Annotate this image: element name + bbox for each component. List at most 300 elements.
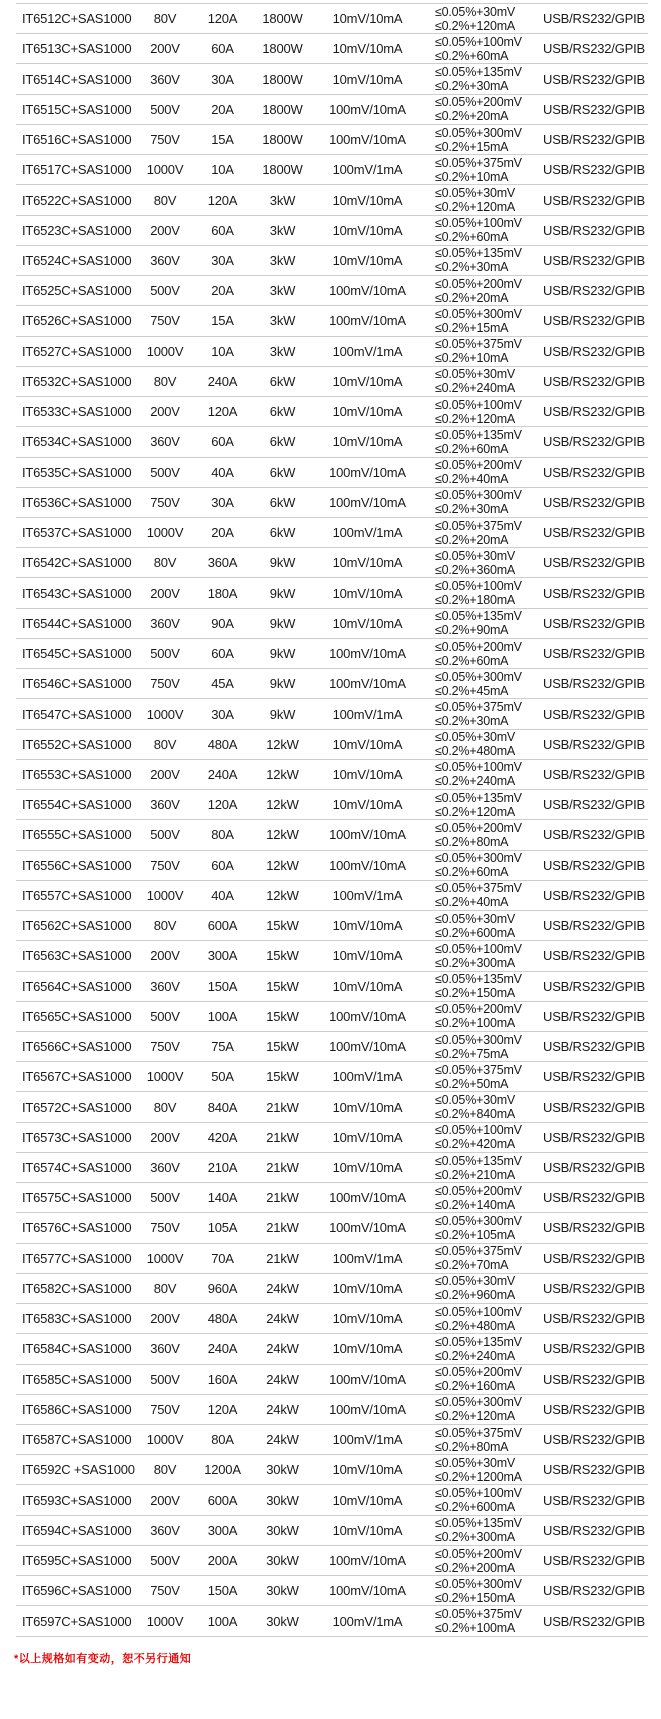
accuracy-line: ≤0.05%+30mV [435,367,516,382]
cell-model: IT6566C+SAS1000 [22,1039,132,1055]
spec-change-note: *以上规格如有变动，恕不另行通知 [14,1653,192,1665]
cell-interface: USB/RS232/GPIB [543,887,645,903]
cell-resolution: 10mV/10mA [332,11,403,27]
cell-interface: USB/RS232/GPIB [543,1492,645,1508]
cell-power: 24kW [266,1401,299,1417]
cell-accuracy [425,277,540,305]
cell-model: IT6583C+SAS1000 [22,1311,132,1327]
cell-interface: USB/RS232/GPIB [543,343,645,359]
cell-model: IT6586C+SAS1000 [22,1401,132,1417]
cell-voltage: 80V [153,1280,177,1296]
cell-model: IT6596C+SAS1000 [22,1583,132,1599]
cell-voltage: 1000V [146,887,184,903]
accuracy-line: ≤0.2%+90mA [435,623,509,638]
cell-resolution: 10mV/10mA [332,615,403,631]
cell-power: 3kW [269,192,296,208]
cell-current: 45A [211,676,234,692]
cell-model: IT6597C+SAS1000 [22,1613,132,1629]
cell-current: 120A [207,404,238,420]
cell-resolution: 10mV/10mA [332,1129,403,1145]
cell-voltage: 1000V [146,525,184,541]
cell-model: IT6523C+SAS1000 [22,222,132,238]
cell-voltage: 200V [150,585,180,601]
cell-current: 120A [207,1401,238,1417]
cell-voltage: 360V [150,252,180,268]
accuracy-line: ≤0.05%+375mV [435,1425,522,1440]
cell-interface: USB/RS232/GPIB [543,1099,645,1115]
cell-interface: USB/RS232/GPIB [543,525,645,541]
cell-current: 60A [211,222,234,238]
accuracy-line: ≤0.2%+30mA [435,79,509,94]
cell-resolution: 100mV/10mA [329,132,406,148]
cell-resolution: 100mV/10mA [329,494,406,510]
cell-current: 40A [211,464,234,480]
cell-accuracy [425,1002,540,1030]
table-row [16,1365,648,1395]
table-row [16,1183,648,1213]
accuracy-line: ≤0.2%+15mA [435,139,509,154]
accuracy-line: ≤0.05%+300mV [435,1213,522,1228]
cell-current: 120A [207,797,238,813]
table-row [16,609,648,639]
accuracy-line: ≤0.2%+105mA [435,1227,516,1242]
table-row [16,64,648,94]
cell-voltage: 360V [150,797,180,813]
accuracy-line: ≤0.05%+135mV [435,972,522,987]
cell-current: 80A [211,827,234,843]
cell-accuracy [425,1093,540,1121]
accuracy-line: ≤0.05%+135mV [435,246,522,261]
cell-accuracy [425,1395,540,1423]
cell-interface: USB/RS232/GPIB [543,283,645,299]
table-row [16,95,648,125]
cell-current: 150A [207,978,238,994]
accuracy-line: ≤0.05%+100mV [435,34,522,49]
cell-power: 21kW [266,1129,299,1145]
table-row [16,1244,648,1274]
accuracy-line: ≤0.2%+100mA [435,1016,516,1031]
cell-interface: USB/RS232/GPIB [543,1039,645,1055]
cell-current: 150A [207,1583,238,1599]
cell-resolution: 10mV/10mA [332,585,403,601]
cell-interface: USB/RS232/GPIB [543,615,645,631]
table-row [16,246,648,276]
cell-resolution: 10mV/10mA [332,766,403,782]
cell-power: 3kW [269,313,296,329]
accuracy-line: ≤0.2%+30mA [435,714,509,728]
table-row [16,337,648,367]
cell-current: 240A [207,373,238,389]
cell-interface: USB/RS232/GPIB [543,1583,645,1599]
accuracy-line: ≤0.05%+300mV [435,488,522,503]
cell-resolution: 100mV/10mA [329,827,406,843]
cell-accuracy [425,760,540,788]
accuracy-line: ≤0.2%+140mA [435,1197,516,1212]
cell-power: 9kW [269,555,296,571]
accuracy-line: ≤0.05%+200mV [435,639,522,654]
accuracy-line: ≤0.05%+200mV [435,276,522,291]
cell-power: 12kW [266,887,299,903]
accuracy-line: ≤0.2%+50mA [435,1076,509,1091]
cell-voltage: 1000V [146,1432,184,1448]
table-row [16,1546,648,1576]
table-row [16,1485,648,1515]
cell-accuracy [425,1214,540,1242]
accuracy-line: ≤0.2%+150mA [435,986,516,1001]
cell-power: 1800W [262,132,303,148]
cell-accuracy [425,1184,540,1212]
cell-interface: USB/RS232/GPIB [543,464,645,480]
accuracy-line: ≤0.2%+40mA [435,895,509,910]
cell-voltage: 750V [150,1039,180,1055]
cell-model: IT6577C+SAS1000 [22,1250,132,1266]
cell-current: 20A [211,525,234,541]
cell-model: IT6554C+SAS1000 [22,797,132,813]
cell-interface: USB/RS232/GPIB [543,434,645,450]
accuracy-line: ≤0.05%+300mV [435,1576,522,1591]
cell-power: 6kW [269,525,296,541]
cell-accuracy [425,367,540,395]
table-row [16,1516,648,1546]
cell-accuracy [425,609,540,637]
cell-power: 1800W [262,101,303,117]
cell-power: 12kW [266,736,299,752]
accuracy-line: ≤0.05%+300mV [435,1032,522,1047]
cell-resolution: 10mV/10mA [332,948,403,964]
cell-power: 9kW [269,585,296,601]
table-row [16,790,648,820]
table-row [16,639,648,669]
table-row [16,1032,648,1062]
table-row [16,820,648,850]
cell-accuracy [425,307,540,335]
accuracy-line: ≤0.2%+840mA [435,1107,516,1122]
cell-interface: USB/RS232/GPIB [543,1220,645,1236]
accuracy-line: ≤0.2%+10mA [435,169,509,184]
accuracy-line: ≤0.05%+200mV [435,820,522,835]
cell-interface: USB/RS232/GPIB [543,646,645,662]
cell-voltage: 360V [150,978,180,994]
cell-interface: USB/RS232/GPIB [543,1008,645,1024]
cell-accuracy [425,670,540,698]
accuracy-line: ≤0.2%+80mA [435,834,509,849]
accuracy-line: ≤0.05%+375mV [435,1062,522,1077]
cell-voltage: 360V [150,615,180,631]
accuracy-line: ≤0.05%+100mV [435,1304,522,1319]
cell-accuracy [425,186,540,214]
cell-model: IT6545C+SAS1000 [22,646,132,662]
accuracy-line: ≤0.2%+300mA [435,1530,516,1545]
cell-model: IT6593C+SAS1000 [22,1492,132,1508]
table-row [16,1153,648,1183]
accuracy-line: ≤0.2%+600mA [435,925,516,940]
cell-current: 30A [211,252,234,268]
cell-power: 30kW [266,1583,299,1599]
cell-current: 105A [207,1220,238,1236]
table-row [16,972,648,1002]
cell-interface: USB/RS232/GPIB [543,797,645,813]
cell-accuracy [425,640,540,668]
accuracy-line: ≤0.05%+135mV [435,1516,522,1531]
cell-resolution: 100mV/10mA [329,1371,406,1387]
cell-power: 9kW [269,646,296,662]
cell-interface: USB/RS232/GPIB [543,1190,645,1206]
accuracy-line: ≤0.2%+160mA [435,1379,516,1394]
cell-power: 12kW [266,797,299,813]
cell-voltage: 360V [150,1522,180,1538]
accuracy-line: ≤0.05%+100mV [435,1123,522,1138]
cell-interface: USB/RS232/GPIB [543,827,645,843]
accuracy-line: ≤0.2%+120mA [435,1409,516,1424]
cell-accuracy [425,1516,540,1544]
cell-power: 15kW [266,1069,299,1085]
cell-voltage: 200V [150,41,180,57]
cell-power: 24kW [266,1432,299,1448]
cell-resolution: 10mV/10mA [332,1311,403,1327]
cell-interface: USB/RS232/GPIB [543,1371,645,1387]
table-row [16,548,648,578]
cell-model: IT6594C+SAS1000 [22,1522,132,1538]
cell-current: 240A [207,766,238,782]
table-row [16,397,648,427]
cell-current: 600A [207,918,238,934]
accuracy-line: ≤0.2%+600mA [435,1500,516,1515]
cell-resolution: 100mV/10mA [329,101,406,117]
cell-voltage: 360V [150,1341,180,1357]
accuracy-line: ≤0.05%+375mV [435,1607,522,1622]
cell-current: 15A [211,132,234,148]
cell-voltage: 500V [150,464,180,480]
cell-voltage: 200V [150,766,180,782]
cell-current: 100A [207,1613,238,1629]
cell-voltage: 360V [150,434,180,450]
cell-voltage: 1000V [146,1250,184,1266]
cell-current: 100A [207,1008,238,1024]
cell-interface: USB/RS232/GPIB [543,162,645,178]
accuracy-line: ≤0.2%+120mA [435,804,516,819]
cell-power: 24kW [266,1341,299,1357]
cell-power: 30kW [266,1553,299,1569]
cell-resolution: 10mV/10mA [332,1160,403,1176]
accuracy-line: ≤0.2%+120mA [435,18,516,33]
accuracy-line: ≤0.2%+1200mA [435,1469,522,1484]
cell-accuracy [425,1154,540,1182]
cell-power: 3kW [269,252,296,268]
cell-accuracy [425,1365,540,1393]
table-row [16,1606,648,1636]
cell-power: 3kW [269,343,296,359]
table-row [16,911,648,941]
cell-interface: USB/RS232/GPIB [543,706,645,722]
cell-power: 21kW [266,1250,299,1266]
cell-current: 160A [207,1371,238,1387]
cell-power: 6kW [269,464,296,480]
accuracy-line: ≤0.2%+180mA [435,593,516,608]
cell-model: IT6574C+SAS1000 [22,1160,132,1176]
cell-power: 21kW [266,1220,299,1236]
cell-interface: USB/RS232/GPIB [543,1432,645,1448]
cell-accuracy [425,579,540,607]
accuracy-line: ≤0.2%+480mA [435,1318,516,1333]
accuracy-line: ≤0.05%+200mV [435,1002,522,1017]
cell-voltage: 200V [150,1129,180,1145]
accuracy-line: ≤0.2%+10mA [435,351,509,366]
cell-resolution: 10mV/10mA [332,918,403,934]
cell-resolution: 10mV/10mA [332,797,403,813]
table-row [16,1334,648,1364]
cell-resolution: 10mV/10mA [332,1099,403,1115]
cell-interface: USB/RS232/GPIB [543,404,645,420]
cell-resolution: 100mV/10mA [329,1583,406,1599]
cell-resolution: 100mV/10mA [329,1553,406,1569]
cell-resolution: 100mV/10mA [329,1401,406,1417]
accuracy-line: ≤0.05%+135mV [435,790,522,805]
cell-power: 6kW [269,404,296,420]
cell-interface: USB/RS232/GPIB [543,978,645,994]
accuracy-line: ≤0.05%+300mV [435,851,522,866]
cell-interface: USB/RS232/GPIB [543,857,645,873]
cell-resolution: 10mV/10mA [332,192,403,208]
cell-model: IT6512C+SAS1000 [22,11,132,27]
cell-model: IT6563C+SAS1000 [22,948,132,964]
cell-accuracy [425,851,540,879]
cell-resolution: 10mV/10mA [332,555,403,571]
cell-accuracy [425,1547,540,1575]
cell-resolution: 10mV/10mA [332,252,403,268]
cell-interface: USB/RS232/GPIB [543,1069,645,1085]
cell-power: 9kW [269,706,296,722]
cell-model: IT6524C+SAS1000 [22,252,132,268]
cell-power: 3kW [269,283,296,299]
cell-voltage: 80V [153,736,177,752]
table-row [16,306,648,336]
table-row [16,1062,648,1092]
cell-resolution: 10mV/10mA [332,373,403,389]
cell-accuracy [425,1486,540,1514]
cell-model: IT6522C+SAS1000 [22,192,132,208]
cell-model: IT6587C+SAS1000 [22,1432,132,1448]
cell-power: 12kW [266,857,299,873]
accuracy-line: ≤0.05%+100mV [435,760,522,775]
accuracy-line: ≤0.2%+150mA [435,1590,516,1605]
cell-voltage: 80V [153,1099,177,1115]
cell-resolution: 10mV/10mA [332,1522,403,1538]
cell-current: 80A [211,1432,234,1448]
cell-model: IT6513C+SAS1000 [22,41,132,57]
cell-interface: USB/RS232/GPIB [543,736,645,752]
cell-power: 24kW [266,1311,299,1327]
cell-interface: USB/RS232/GPIB [543,1401,645,1417]
cell-accuracy [425,1063,540,1091]
cell-interface: USB/RS232/GPIB [543,1129,645,1145]
cell-interface: USB/RS232/GPIB [543,494,645,510]
cell-model: IT6537C+SAS1000 [22,525,132,541]
accuracy-line: ≤0.2%+960mA [435,1288,516,1303]
cell-model: IT6544C+SAS1000 [22,615,132,631]
table-row [16,458,648,488]
accuracy-line: ≤0.05%+300mV [435,669,522,684]
cell-current: 240A [207,1341,238,1357]
cell-current: 120A [207,11,238,27]
accuracy-line: ≤0.2%+60mA [435,653,509,668]
cell-interface: USB/RS232/GPIB [543,1341,645,1357]
accuracy-line: ≤0.2%+20mA [435,109,509,124]
cell-current: 600A [207,1492,238,1508]
cell-power: 30kW [266,1613,299,1629]
accuracy-line: ≤0.05%+375mV [435,1244,522,1259]
accuracy-line: ≤0.05%+300mV [435,1395,522,1410]
accuracy-line: ≤0.2%+300mA [435,955,516,970]
accuracy-line: ≤0.05%+30mV [435,548,516,563]
cell-current: 300A [207,948,238,964]
cell-current: 30A [211,71,234,87]
cell-model: IT6565C+SAS1000 [22,1008,132,1024]
cell-current: 960A [207,1280,238,1296]
accuracy-line: ≤0.05%+375mV [435,155,522,170]
cell-model: IT6532C+SAS1000 [22,373,132,389]
cell-resolution: 100mV/1mA [332,887,403,903]
cell-voltage: 200V [150,1492,180,1508]
cell-accuracy [425,791,540,819]
cell-interface: USB/RS232/GPIB [543,132,645,148]
cell-accuracy [425,821,540,849]
cell-resolution: 100mV/10mA [329,857,406,873]
cell-current: 20A [211,283,234,299]
cell-voltage: 200V [150,1311,180,1327]
cell-current: 60A [211,41,234,57]
cell-resolution: 100mV/1mA [332,1613,403,1629]
table-row [16,730,648,760]
table-row [16,1455,648,1485]
cell-power: 15kW [266,1039,299,1055]
cell-interface: USB/RS232/GPIB [543,1553,645,1569]
cell-resolution: 100mV/1mA [332,1250,403,1266]
cell-power: 15kW [266,918,299,934]
cell-voltage: 500V [150,1008,180,1024]
cell-power: 15kW [266,948,299,964]
cell-voltage: 360V [150,1160,180,1176]
cell-resolution: 100mV/10mA [329,283,406,299]
cell-interface: USB/RS232/GPIB [543,71,645,87]
cell-power: 12kW [266,827,299,843]
table-row [16,488,648,518]
accuracy-line: ≤0.2%+420mA [435,1137,516,1152]
cell-resolution: 10mV/10mA [332,71,403,87]
cell-accuracy [425,156,540,184]
cell-resolution: 100mV/10mA [329,464,406,480]
cell-current: 200A [207,1553,238,1569]
table-row [16,216,648,246]
accuracy-line: ≤0.05%+135mV [435,1334,522,1349]
cell-voltage: 500V [150,1190,180,1206]
table-row [16,578,648,608]
cell-model: IT6535C+SAS1000 [22,464,132,480]
cell-resolution: 100mV/10mA [329,1190,406,1206]
cell-voltage: 200V [150,222,180,238]
table-row [16,1123,648,1153]
cell-current: 60A [211,434,234,450]
cell-current: 360A [207,555,238,571]
cell-current: 210A [207,1160,238,1176]
cell-model: IT6576C+SAS1000 [22,1220,132,1236]
cell-voltage: 500V [150,1371,180,1387]
cell-voltage: 1000V [146,162,184,178]
cell-interface: USB/RS232/GPIB [543,1462,645,1478]
cell-resolution: 100mV/1mA [332,343,403,359]
accuracy-line: ≤0.05%+135mV [435,609,522,624]
cell-accuracy [425,1607,540,1635]
cell-resolution: 100mV/1mA [332,525,403,541]
